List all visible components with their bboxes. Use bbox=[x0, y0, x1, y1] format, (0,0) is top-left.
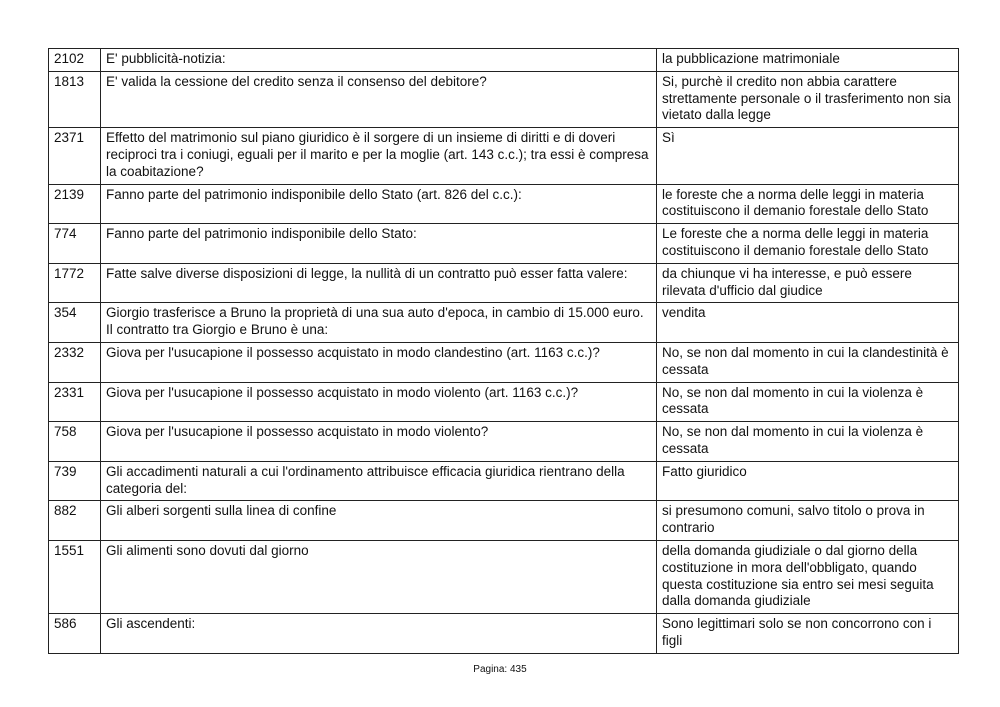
question-cell: Giova per l'usucapione il possesso acquistato in modo clandestino (art. 1163 c.c.)? bbox=[101, 342, 657, 382]
question-cell: Giorgio trasferisce a Bruno la proprietà di una sua auto d'epoca, in cambio di 15.000 euro. Il contratto tra Giorgio e Bruno è una: bbox=[101, 303, 657, 343]
table-row bbox=[49, 49, 959, 72]
table-row bbox=[49, 422, 959, 462]
answer-cell: Fatto giuridico bbox=[657, 461, 959, 501]
row-id-cell: 758 bbox=[49, 422, 101, 462]
table-row bbox=[49, 540, 959, 613]
table-row bbox=[49, 263, 959, 303]
answer-cell: No, se non dal momento in cui la clandestinità è cessata bbox=[657, 342, 959, 382]
table-row bbox=[49, 128, 959, 184]
table-row bbox=[49, 342, 959, 382]
row-id-cell: 1551 bbox=[49, 540, 101, 613]
table-row bbox=[49, 71, 959, 127]
question-cell: Giova per l'usucapione il possesso acquistato in modo violento? bbox=[101, 422, 657, 462]
question-cell: E' pubblicità-notizia: bbox=[101, 49, 657, 72]
row-id-cell: 882 bbox=[49, 501, 101, 541]
question-cell: Effetto del matrimonio sul piano giuridico è il sorgere di un insieme di diritti e di doveri reciproci tra i coniugi, eguali per il marito e per la moglie (art. 143 c.c.); tra essi è compresa la coabitazione? bbox=[101, 128, 657, 184]
answer-cell: la pubblicazione matrimoniale bbox=[657, 49, 959, 72]
question-cell: Gli alberi sorgenti sulla linea di confine bbox=[101, 501, 657, 541]
row-id-cell: 739 bbox=[49, 461, 101, 501]
answer-cell: della domanda giudiziale o dal giorno della costituzione in mora dell'obbligato, quando questa costituzione sia entro sei mesi seguita dalla domanda giudiziale bbox=[657, 540, 959, 613]
row-id-cell: 2332 bbox=[49, 342, 101, 382]
row-id-cell: 2102 bbox=[49, 49, 101, 72]
answer-cell: vendita bbox=[657, 303, 959, 343]
question-cell: Gli alimenti sono dovuti dal giorno bbox=[101, 540, 657, 613]
question-cell: Fanno parte del patrimonio indisponibile dello Stato: bbox=[101, 224, 657, 264]
answer-cell: si presumono comuni, salvo titolo o prova in contrario bbox=[657, 501, 959, 541]
row-id-cell: 354 bbox=[49, 303, 101, 343]
question-cell: Fatte salve diverse disposizioni di legge, la nullità di un contratto può esser fatta valere: bbox=[101, 263, 657, 303]
table-row bbox=[49, 382, 959, 422]
row-id-cell: 2371 bbox=[49, 128, 101, 184]
answer-cell: da chiunque vi ha interesse, e può essere rilevata d'ufficio dal giudice bbox=[657, 263, 959, 303]
table-body bbox=[49, 49, 959, 654]
row-id-cell: 2331 bbox=[49, 382, 101, 422]
row-id-cell: 586 bbox=[49, 614, 101, 654]
question-cell: Gli accadimenti naturali a cui l'ordinamento attribuisce efficacia giuridica rientrano della categoria del: bbox=[101, 461, 657, 501]
page-footer: Pagina: 435 bbox=[473, 664, 527, 675]
row-id-cell: 1772 bbox=[49, 263, 101, 303]
row-id-cell: 774 bbox=[49, 224, 101, 264]
answer-cell: No, se non dal momento in cui la violenza è cessata bbox=[657, 422, 959, 462]
question-cell: Fanno parte del patrimonio indisponibile dello Stato (art. 826 del c.c.): bbox=[101, 184, 657, 224]
row-id-cell: 1813 bbox=[49, 71, 101, 127]
table-row bbox=[49, 461, 959, 501]
answer-cell: Le foreste che a norma delle leggi in materia costituiscono il demanio forestale dello Stato bbox=[657, 224, 959, 264]
answer-cell: Si, purchè il credito non abbia carattere strettamente personale o il trasferimento non sia vietato dalla legge bbox=[657, 71, 959, 127]
question-table bbox=[48, 48, 959, 654]
answer-cell: Sono legittimari solo se non concorrono con i figli bbox=[657, 614, 959, 654]
table-row bbox=[49, 614, 959, 654]
question-cell: Gli ascendenti: bbox=[101, 614, 657, 654]
answer-cell: le foreste che a norma delle leggi in materia costituiscono il demanio forestale dello Stato bbox=[657, 184, 959, 224]
answer-cell: Sì bbox=[657, 128, 959, 184]
table-row bbox=[49, 303, 959, 343]
question-cell: E' valida la cessione del credito senza il consenso del debitore? bbox=[101, 71, 657, 127]
table-row bbox=[49, 184, 959, 224]
question-cell: Giova per l'usucapione il possesso acquistato in modo violento (art. 1163 c.c.)? bbox=[101, 382, 657, 422]
table-row bbox=[49, 501, 959, 541]
row-id-cell: 2139 bbox=[49, 184, 101, 224]
answer-cell: No, se non dal momento in cui la violenza è cessata bbox=[657, 382, 959, 422]
table-row bbox=[49, 224, 959, 264]
